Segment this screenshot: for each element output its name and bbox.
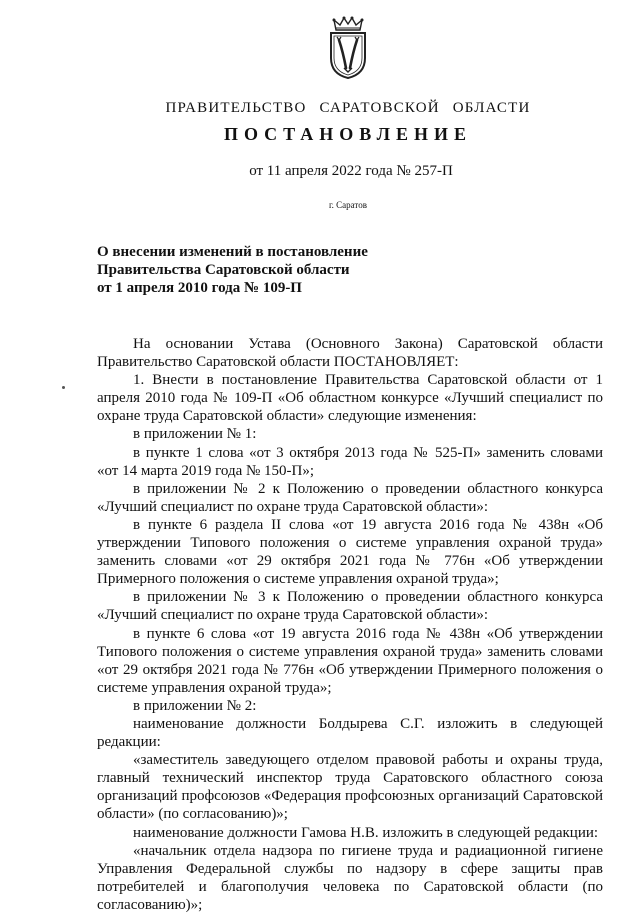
document-type: ПОСТАНОВЛЕНИЕ <box>223 124 473 144</box>
body-paragraph: На основании Устава (Основного Закона) Саратовской области Правительство Саратовской области ПОСТАНОВЛЯЕТ: <box>97 336 603 371</box>
document-date-number: от 11 апреля 2022 года № 257-П <box>249 163 453 179</box>
body-paragraph: 1. Внести в постановление Правительства Саратовской области от 1 апреля 2010 года № 109-П «Об областном конкурсе «Лучший специалист по охране труда Саратовской области» следующие изменения: <box>97 372 603 425</box>
body-paragraph: в приложении № 1: <box>133 426 257 443</box>
body-paragraph: наименование должности Гамова Н.В. изложить в следующей редакции: <box>133 824 599 841</box>
body-paragraph: «начальник отдела надзора по гигиене труда и радиационной гигиене Управления Федеральной службы по надзору в сфере защиты прав потребителей и благополучия человека по Саратовской области (по согласованию)»; <box>97 842 603 913</box>
body-paragraph: в приложении № 2: <box>133 697 257 714</box>
subject-line: О внесении изменений в постановление <box>97 244 368 260</box>
body-paragraph: в приложении № 3 к Положению о проведении областного конкурса «Лучший специалист по охране труда Саратовской области»: <box>97 589 603 624</box>
saratov-coat-of-arms-icon <box>326 16 370 80</box>
subject-line: от 1 апреля 2010 года № 109-П <box>97 280 302 296</box>
body-paragraph: наименование должности Болдырева С.Г. изложить в следующей редакции: <box>97 715 603 751</box>
body-paragraph: в пункте 6 слова «от 19 августа 2016 года № 438н «Об утверждении Типового положения о системе управления охраной труда» заменить словами «от 29 октября 2021 года № 776н «Об утверждении Примерного положения о системе управления охраной труда»; <box>97 625 603 696</box>
body-paragraph: в пункте 1 слова «от 3 октября 2013 года № 525-П» заменить словами «от 14 марта 2019 года № 150-П»; <box>97 444 603 479</box>
body-paragraph: в пункте 6 раздела II слова «от 19 августа 2016 года № 438н «Об утверждении Типового положения о системе управления охраной труда» заменить словами «от 29 октября 2021 года № 776н «Об утверждении Примерного положения о системе управления охраной труда»; <box>97 516 603 588</box>
document-city: г. Саратов <box>329 200 367 210</box>
body-paragraph: «заместитель заведующего отделом правовой работы и охраны труда, главный технический инспектор труда Саратовского областного союза организаций профсоюзов «Федерация профсоюзных организаций Саратовской области» (по согласованию)»; <box>97 752 603 823</box>
document-body <box>97 335 603 914</box>
scan-speck <box>62 386 65 389</box>
document-subject <box>97 243 368 297</box>
subject-line: Правительства Саратовской области <box>97 262 350 278</box>
body-paragraph: в приложении № 2 к Положению о проведении областного конкурса «Лучший специалист по охране труда Саратовской области»: <box>97 480 603 515</box>
government-name: ПРАВИТЕЛЬСТВО САРАТОВСКОЙ ОБЛАСТИ <box>165 100 531 116</box>
